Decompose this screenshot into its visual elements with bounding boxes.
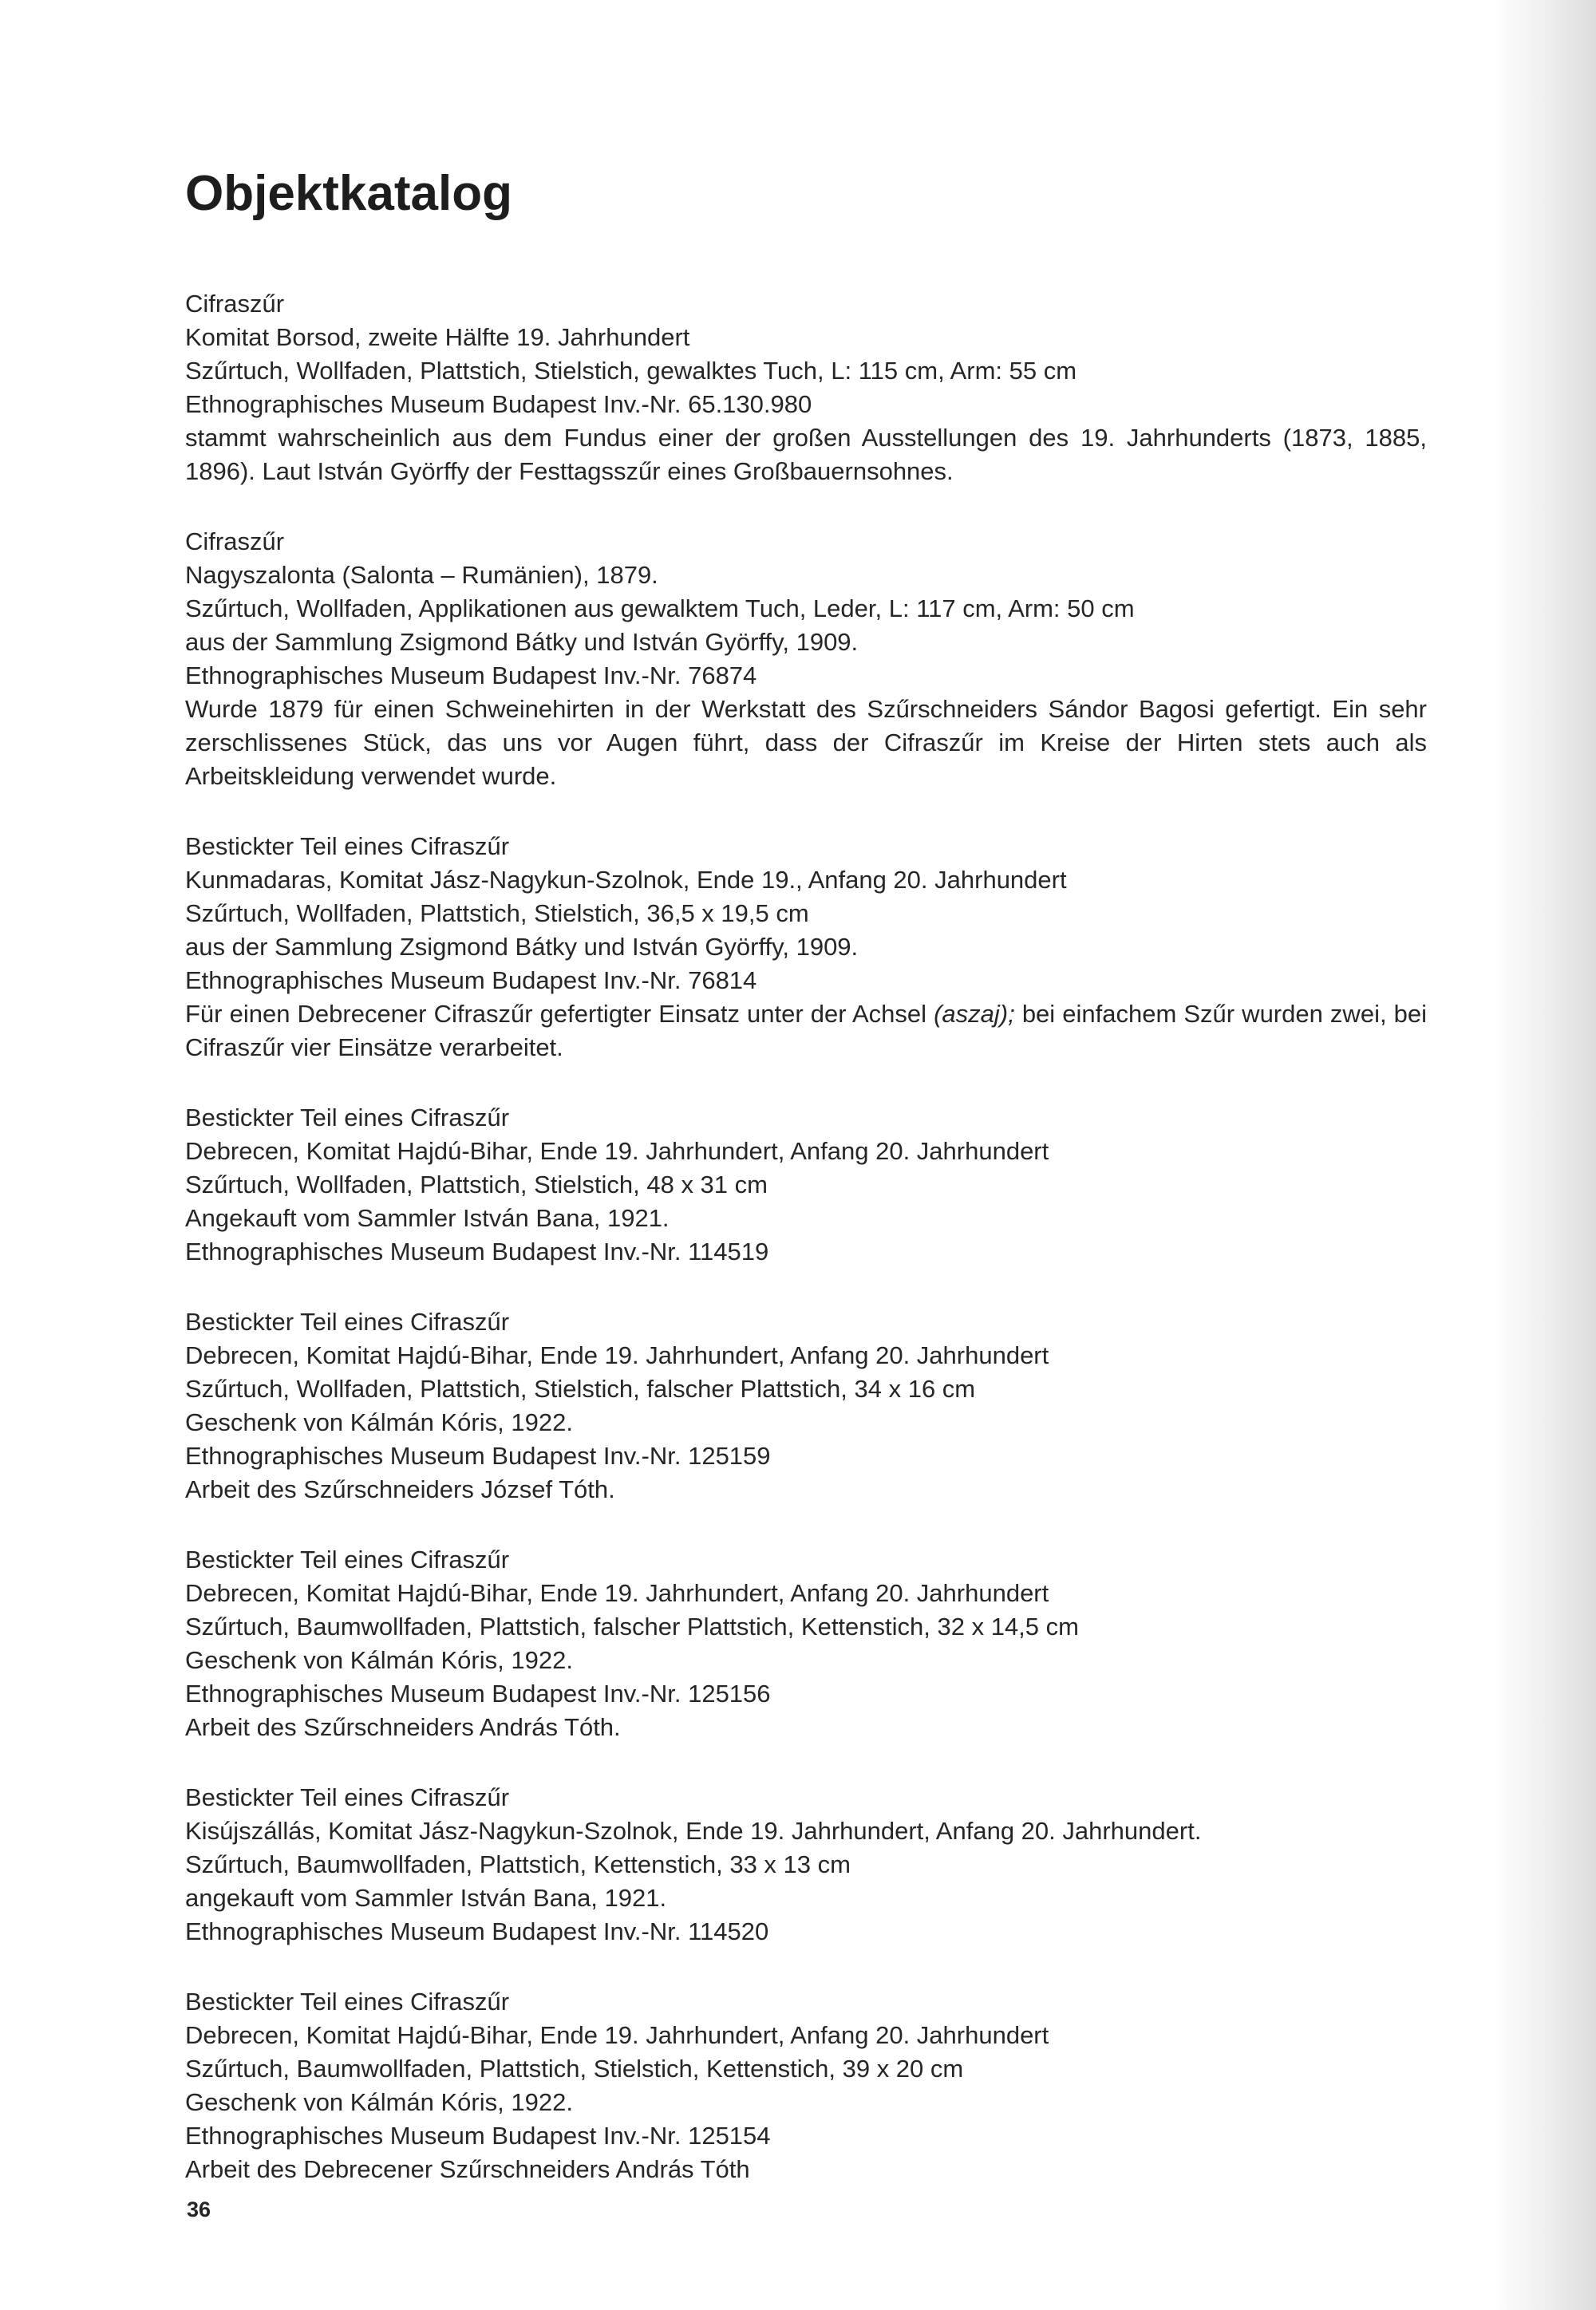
entry-line: Kisújszállás, Komitat Jász-Nagykun-Szolnok, Ende 19. Jahrhundert, Anfang 20. Jahrhundert. — [185, 1817, 1202, 1845]
catalog-entry — [185, 287, 1427, 488]
entry-line: aus der Sammlung Zsigmond Bátky und István Györffy, 1909. — [185, 628, 859, 656]
catalog-entry — [185, 1985, 1427, 2186]
catalog-entry — [185, 1101, 1427, 1269]
entry-line: Kunmadaras, Komitat Jász-Nagykun-Szolnok, Ende 19., Anfang 20. Jahrhundert — [185, 866, 1067, 894]
catalog-entry — [185, 830, 1427, 1064]
scan-shadow-right — [1492, 0, 1596, 2310]
catalog-entry — [185, 525, 1427, 793]
entry-line: Ethnographisches Museum Budapest Inv.-Nr. 114520 — [185, 1917, 769, 1945]
entry-line: Szűrtuch, Wollfaden, Applikationen aus gewalktem Tuch, Leder, L: 117 cm, Arm: 50 cm — [185, 594, 1135, 622]
entry-note: Wurde 1879 für einen Schweinehirten in der Werkstatt des Szűrschneiders Sándor Bagosi gefertigt. Ein sehr zerschlissenes Stück, das uns vor Augen führt, dass der Cifraszűr im Kreise der Hirten stets auch als Arbeitskleidung verwendet wurde. — [185, 695, 1427, 790]
entry-note — [185, 997, 1427, 1064]
note-text: bei einfachem Szűr wurden zwei, bei Cifraszűr vier Einsätze verarbeitet. — [185, 1000, 1428, 1061]
entry-object-name: Bestickter Teil eines Cifraszűr — [185, 1308, 510, 1336]
entry-line: Angekauft vom Sammler István Bana, 1921. — [185, 1204, 670, 1232]
entry-object-name: Bestickter Teil eines Cifraszűr — [185, 1988, 510, 2016]
entry-line: Nagyszalonta (Salonta – Rumänien), 1879. — [185, 561, 658, 589]
note-italic-text: (aszaj); — [934, 1000, 1015, 1028]
catalog-entry — [185, 1781, 1427, 1949]
entry-line: Arbeit des Debrecener Szűrschneiders András Tóth — [185, 2155, 750, 2183]
note-text: Für einen Debrecener Cifraszűr gefertigter Einsatz unter der Achsel — [185, 1000, 934, 1028]
entry-line: Szűrtuch, Baumwollfaden, Plattstich, falscher Plattstich, Kettenstich, 32 x 14,5 cm — [185, 1613, 1079, 1641]
entry-line: Szűrtuch, Wollfaden, Plattstich, Stielstich, falscher Plattstich, 34 x 16 cm — [185, 1375, 976, 1403]
catalog-entry — [185, 1305, 1427, 1506]
entry-line: Szűrtuch, Baumwollfaden, Plattstich, Stielstich, Kettenstich, 39 x 20 cm — [185, 2055, 964, 2083]
catalog-entry — [185, 1543, 1427, 1744]
entry-object-name: Cifraszűr — [185, 290, 285, 318]
entry-line: Ethnographisches Museum Budapest Inv.-Nr. 114519 — [185, 1238, 769, 1266]
page-title: Objektkatalog — [185, 166, 512, 221]
entry-line: aus der Sammlung Zsigmond Bátky und István Györffy, 1909. — [185, 933, 859, 961]
page-content — [185, 166, 1427, 2223]
entry-line: Debrecen, Komitat Hajdú-Bihar, Ende 19. Jahrhundert, Anfang 20. Jahrhundert — [185, 1579, 1049, 1607]
entry-object-name: Bestickter Teil eines Cifraszűr — [185, 1104, 510, 1131]
entry-line: Szűrtuch, Wollfaden, Plattstich, Stielstich, 48 x 31 cm — [185, 1171, 768, 1198]
entry-line: Ethnographisches Museum Budapest Inv.-Nr. 125159 — [185, 1442, 771, 1470]
entry-object-name: Bestickter Teil eines Cifraszűr — [185, 1546, 510, 1574]
entry-object-name: Bestickter Teil eines Cifraszűr — [185, 1783, 510, 1811]
entry-line: Ethnographisches Museum Budapest Inv.-Nr. 125154 — [185, 2122, 771, 2150]
entry-line: Geschenk von Kálmán Kóris, 1922. — [185, 2088, 573, 2116]
entry-line: Ethnographisches Museum Budapest Inv.-Nr. 76874 — [185, 661, 757, 689]
entry-line: Geschenk von Kálmán Kóris, 1922. — [185, 1408, 573, 1436]
entry-object-name: Bestickter Teil eines Cifraszűr — [185, 832, 510, 860]
entry-note: stammt wahrscheinlich aus dem Fundus einer der großen Ausstellungen des 19. Jahrhunderts (1873, 1885, 1896). Laut István Györffy der Festtagsszűr eines Großbauernsohnes. — [185, 424, 1427, 485]
entry-line: Szűrtuch, Wollfaden, Plattstich, Stielstich, 36,5 x 19,5 cm — [185, 899, 809, 927]
entry-line: Debrecen, Komitat Hajdú-Bihar, Ende 19. Jahrhundert, Anfang 20. Jahrhundert — [185, 1341, 1049, 1369]
entry-line: Arbeit des Szűrschneiders András Tóth. — [185, 1713, 621, 1741]
page-number: 36 — [187, 2197, 211, 2221]
entry-line: Ethnographisches Museum Budapest Inv.-Nr. 125156 — [185, 1680, 771, 1708]
entry-line: Arbeit des Szűrschneiders József Tóth. — [185, 1475, 615, 1503]
entry-line: Debrecen, Komitat Hajdú-Bihar, Ende 19. Jahrhundert, Anfang 20. Jahrhundert — [185, 1137, 1049, 1165]
entry-line: Ethnographisches Museum Budapest Inv.-Nr. 76814 — [185, 966, 757, 994]
entry-line: angekauft vom Sammler István Bana, 1921. — [185, 1884, 667, 1912]
entry-line: Debrecen, Komitat Hajdú-Bihar, Ende 19. Jahrhundert, Anfang 20. Jahrhundert — [185, 2021, 1049, 2049]
entry-line: Komitat Borsod, zweite Hälfte 19. Jahrhundert — [185, 323, 690, 351]
entry-line: Geschenk von Kálmán Kóris, 1922. — [185, 1646, 573, 1674]
entry-line: Szűrtuch, Wollfaden, Plattstich, Stielstich, gewalktes Tuch, L: 115 cm, Arm: 55 cm — [185, 357, 1077, 385]
entry-line: Ethnographisches Museum Budapest Inv.-Nr. 65.130.980 — [185, 390, 812, 418]
entry-line: Szűrtuch, Baumwollfaden, Plattstich, Kettenstich, 33 x 13 cm — [185, 1850, 851, 1878]
entry-object-name: Cifraszűr — [185, 527, 285, 555]
